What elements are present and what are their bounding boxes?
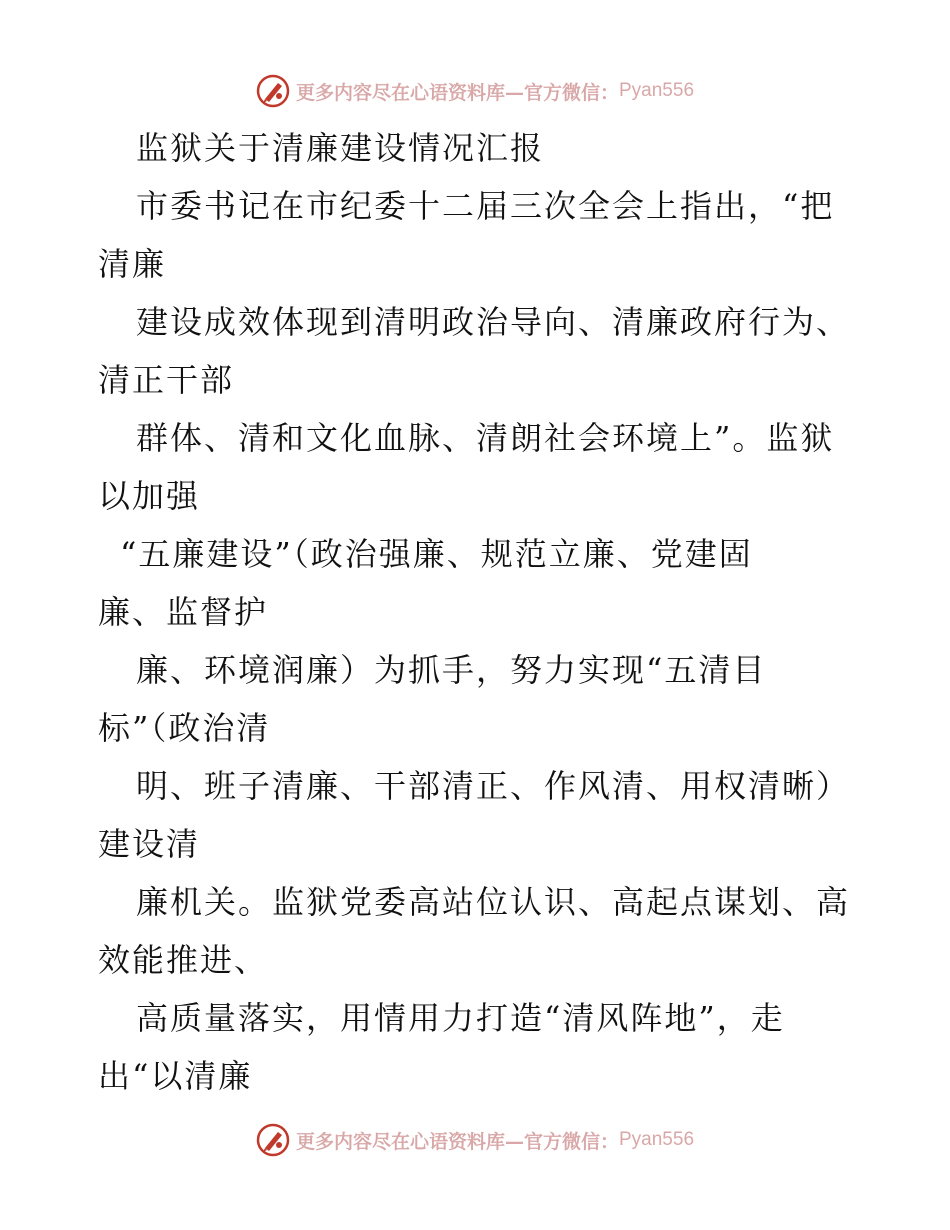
body-line: 以加强 bbox=[98, 477, 201, 515]
body-line: 廉、监督护 bbox=[98, 593, 269, 631]
body-line: 效能推进、 bbox=[98, 941, 269, 979]
body-line: “五廉建设”（政治强廉、规范立廉、党建固 bbox=[120, 535, 753, 573]
body-line: 清廉 bbox=[98, 245, 167, 283]
body-line: 高质量落实，用情用力打造“清风阵地”，走 bbox=[136, 999, 785, 1037]
body-line: 建设清 bbox=[98, 825, 201, 863]
watermark-wechat-id: Pyan556 bbox=[619, 80, 695, 101]
pen-logo-icon bbox=[256, 1123, 290, 1157]
pen-logo-icon bbox=[256, 74, 290, 108]
watermark-wechat-id: Pyan556 bbox=[619, 1129, 695, 1150]
body-line: 出“以清廉 bbox=[98, 1057, 253, 1095]
document-title: 监狱关于清廉建设情况汇报 bbox=[136, 129, 545, 167]
body-line: 清正干部 bbox=[98, 361, 235, 399]
body-line: 建设成效体现到清明政治导向、清廉政府行为、 bbox=[136, 303, 851, 341]
body-line: 明、班子清廉、干部清正、作风清、用权清晰） bbox=[136, 767, 851, 805]
body-line: 标”（政治清 bbox=[98, 709, 271, 747]
footer-watermark bbox=[0, 1120, 950, 1160]
body-line: 群体、清和文化血脉、清朗社会环境上”。监狱 bbox=[136, 419, 835, 457]
body-line: 市委书记在市纪委十二届三次全会上指出，“把 bbox=[136, 187, 835, 225]
watermark-text: 更多内容尽在心语资料库—官方微信： bbox=[295, 1130, 619, 1153]
header-watermark bbox=[0, 71, 950, 111]
body-line: 廉、环境润廉）为抓手，努力实现“五清目 bbox=[136, 651, 767, 689]
watermark-text: 更多内容尽在心语资料库—官方微信： bbox=[295, 81, 619, 104]
body-line: 廉机关。监狱党委高站位认识、高起点谋划、高 bbox=[136, 883, 851, 921]
